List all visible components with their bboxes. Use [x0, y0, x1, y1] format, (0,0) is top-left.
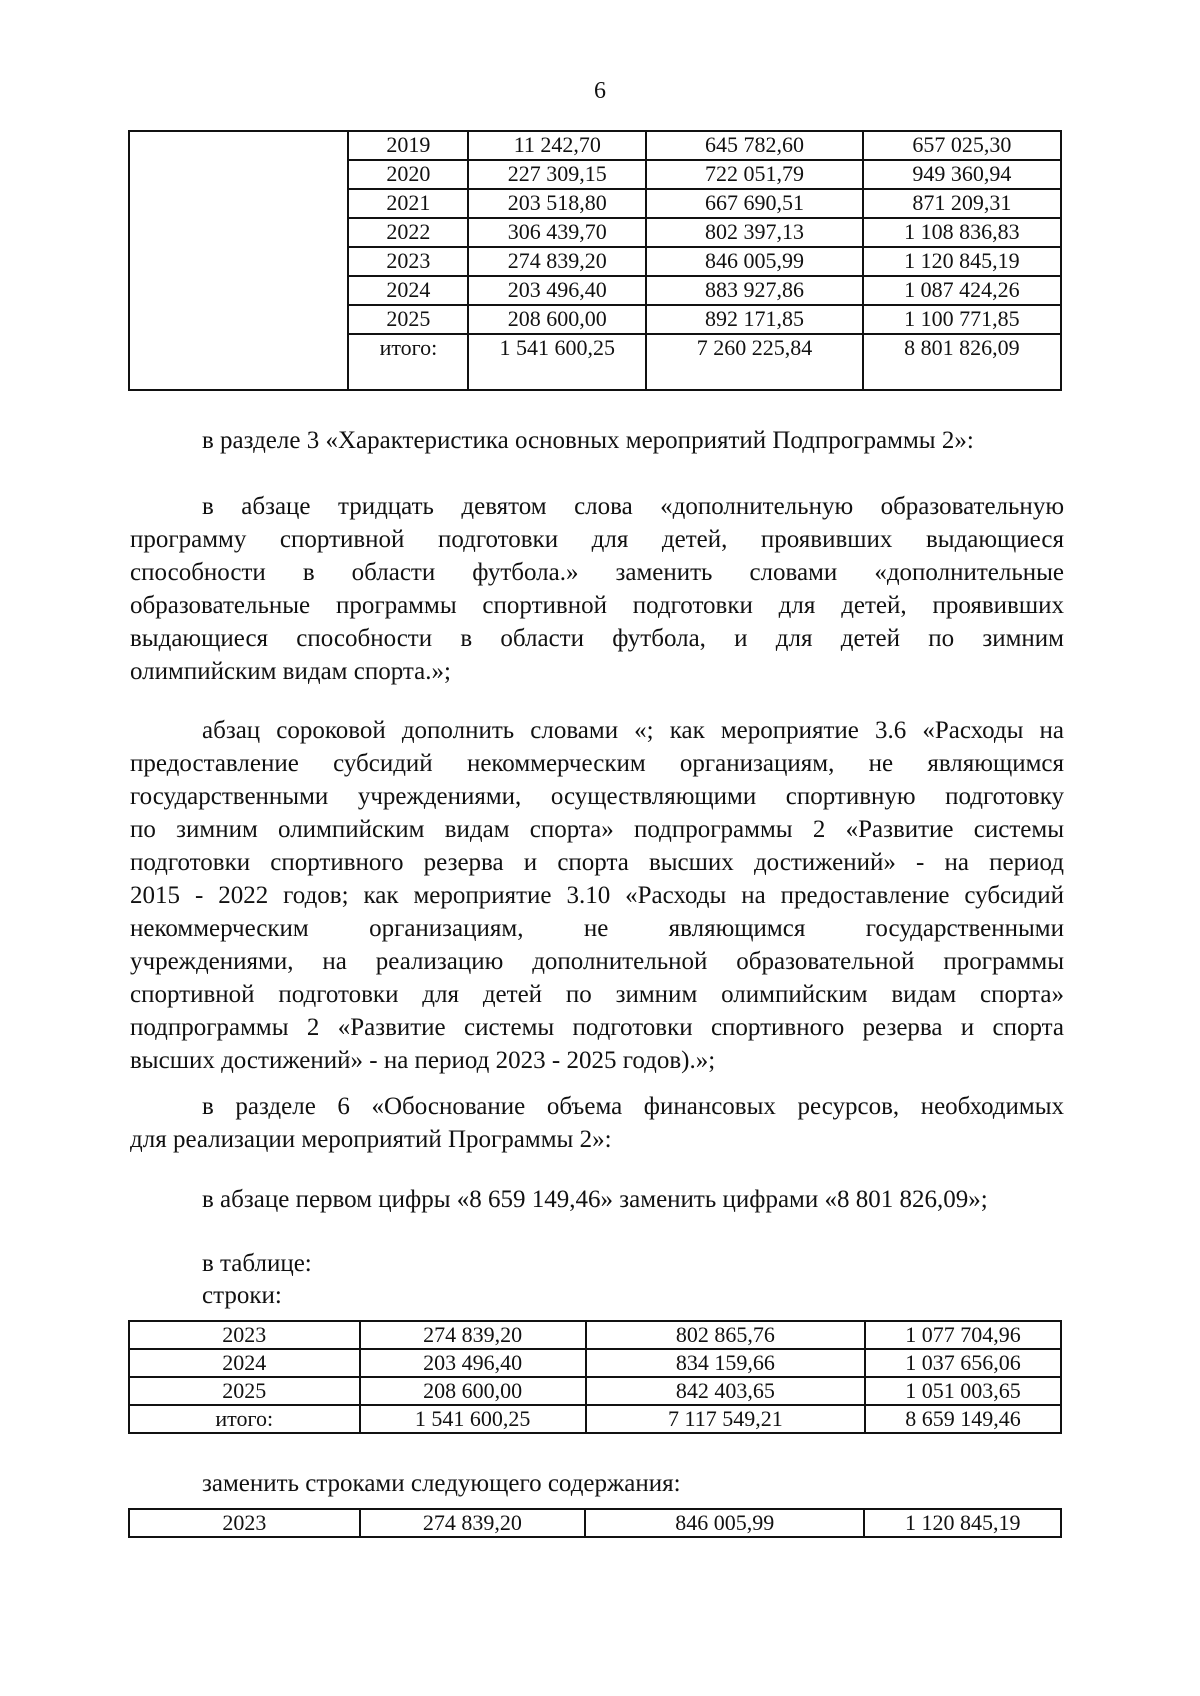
- budget-table-old-rows: [128, 1320, 1062, 1434]
- value-cell: 645 782,60: [646, 131, 863, 160]
- paragraph-line: способности в области футбола.» заменить словами «дополнительные: [130, 559, 1064, 586]
- value-cell: 8 801 826,09: [863, 334, 1061, 390]
- paragraph-replace-with: заменить строками следующего содержания:: [202, 1470, 681, 1497]
- value-cell: 892 171,85: [646, 305, 863, 334]
- year-cell: 2025: [129, 1377, 360, 1405]
- value-cell: 7 260 225,84: [646, 334, 863, 390]
- value-cell: 306 439,70: [468, 218, 646, 247]
- value-cell: 846 005,99: [585, 1509, 864, 1537]
- value-cell: 1 037 656,06: [865, 1349, 1061, 1377]
- value-cell: 1 051 003,65: [865, 1377, 1061, 1405]
- paragraph-line: абзац сороковой дополнить словами «; как мероприятие 3.6 «Расходы на: [202, 717, 1064, 744]
- year-cell: 2019: [348, 131, 468, 160]
- table-row: [129, 1509, 1061, 1537]
- value-cell: 208 600,00: [468, 305, 646, 334]
- year-cell: 2020: [348, 160, 468, 189]
- paragraph-line: государственными учреждениями, осуществляющими спортивную подготовку: [130, 783, 1064, 810]
- value-cell: 1 120 845,19: [863, 247, 1061, 276]
- value-cell: 949 360,94: [863, 160, 1061, 189]
- paragraph-line: 2015 - 2022 годов; как мероприятие 3.10 «Расходы на предоставление субсидий: [130, 882, 1064, 909]
- value-cell: 1 541 600,25: [360, 1405, 586, 1433]
- page-number: 6: [594, 78, 606, 104]
- table-row: [129, 1349, 1061, 1377]
- paragraph-section-3: [130, 424, 1064, 457]
- empty-merged-cell: [129, 131, 348, 390]
- paragraph-rows: строки:: [202, 1282, 282, 1309]
- value-cell: 227 309,15: [468, 160, 646, 189]
- paragraph-line: подпрограммы 2 «Развитие системы подготовки спортивного резерва и спорта: [130, 1014, 1064, 1041]
- year-cell: 2021: [348, 189, 468, 218]
- paragraph-line: олимпийским видам спорта.»;: [130, 658, 451, 685]
- paragraph-section-6: [130, 1090, 1064, 1156]
- year-cell: 2023: [348, 247, 468, 276]
- value-cell: 802 865,76: [586, 1321, 865, 1349]
- paragraph-line: высших достижений» - на период 2023 - 2025 годов).»;: [130, 1047, 716, 1074]
- value-cell: 203 496,40: [360, 1349, 586, 1377]
- budget-table-new-rows: [128, 1508, 1062, 1538]
- paragraph-line: в разделе 6 «Обоснование объема финансовых ресурсов, необходимых: [202, 1093, 1064, 1120]
- paragraph-line: по зимним олимпийским видам спорта» подпрограммы 2 «Развитие системы: [130, 816, 1064, 843]
- value-cell: 667 690,51: [646, 189, 863, 218]
- value-cell: 208 600,00: [360, 1377, 586, 1405]
- value-cell: 871 209,31: [863, 189, 1061, 218]
- value-cell: 1 108 836,83: [863, 218, 1061, 247]
- value-cell: 274 839,20: [468, 247, 646, 276]
- paragraph-line: образовательные программы спортивной подготовки для детей, проявивших: [130, 592, 1064, 619]
- year-cell: итого:: [129, 1405, 360, 1433]
- paragraph-line: спортивной подготовки для детей по зимним олимпийским видам спорта»: [130, 981, 1064, 1008]
- paragraph-line: программу спортивной подготовки для детей, проявивших выдающиеся: [130, 526, 1064, 553]
- value-cell: 203 518,80: [468, 189, 646, 218]
- paragraph-line: в разделе 3 «Характеристика основных мероприятий Подпрограммы 2»:: [202, 427, 974, 454]
- year-cell: 2025: [348, 305, 468, 334]
- value-cell: 846 005,99: [646, 247, 863, 276]
- year-cell: 2023: [129, 1321, 360, 1349]
- budget-table-top: [128, 130, 1062, 391]
- paragraph-39th: [130, 490, 1064, 688]
- year-cell: 2024: [129, 1349, 360, 1377]
- paragraph-in-table: в таблице:: [202, 1250, 312, 1277]
- paragraph-line: для реализации мероприятий Программы 2»:: [130, 1126, 612, 1153]
- paragraph-line: некоммерческим организациям, не являющимся государственными: [130, 915, 1064, 942]
- value-cell: 274 839,20: [360, 1321, 586, 1349]
- table-row: [129, 1377, 1061, 1405]
- paragraph-line: в абзаце тридцать девятом слова «дополнительную образовательную: [202, 493, 1064, 520]
- table-row: [129, 131, 1061, 160]
- paragraph-line: учреждениями, на реализацию дополнительной образовательной программы: [130, 948, 1064, 975]
- value-cell: 1 541 600,25: [468, 334, 646, 390]
- year-cell: 2024: [348, 276, 468, 305]
- paragraph-40th: [130, 714, 1064, 1077]
- year-cell: 2022: [348, 218, 468, 247]
- value-cell: 11 242,70: [468, 131, 646, 160]
- value-cell: 274 839,20: [360, 1509, 585, 1537]
- value-cell: 203 496,40: [468, 276, 646, 305]
- year-cell: итого:: [348, 334, 468, 390]
- paragraph-line: предоставление субсидий некоммерческим организациям, не являющимся: [130, 750, 1064, 777]
- value-cell: 842 403,65: [586, 1377, 865, 1405]
- value-cell: 834 159,66: [586, 1349, 865, 1377]
- year-cell: 2023: [129, 1509, 360, 1537]
- value-cell: 1 087 424,26: [863, 276, 1061, 305]
- value-cell: 802 397,13: [646, 218, 863, 247]
- value-cell: 883 927,86: [646, 276, 863, 305]
- value-cell: 8 659 149,46: [865, 1405, 1061, 1433]
- paragraph-first-abzac: в абзаце первом цифры «8 659 149,46» заменить цифрами «8 801 826,09»;: [202, 1186, 988, 1213]
- value-cell: 1 100 771,85: [863, 305, 1061, 334]
- value-cell: 722 051,79: [646, 160, 863, 189]
- table-row: [129, 1405, 1061, 1433]
- value-cell: 1 120 845,19: [864, 1509, 1061, 1537]
- value-cell: 7 117 549,21: [586, 1405, 865, 1433]
- paragraph-line: выдающиеся способности в области футбола, и для детей по зимним: [130, 625, 1064, 652]
- table-row: [129, 1321, 1061, 1349]
- paragraph-line: подготовки спортивного резерва и спорта высших достижений» - на период: [130, 849, 1064, 876]
- value-cell: 1 077 704,96: [865, 1321, 1061, 1349]
- value-cell: 657 025,30: [863, 131, 1061, 160]
